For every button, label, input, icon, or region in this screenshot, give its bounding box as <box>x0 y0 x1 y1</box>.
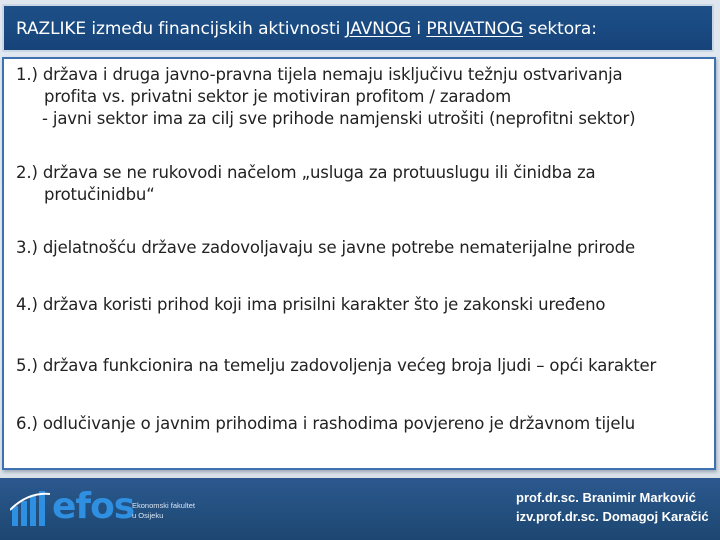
item-1-line-3: - javni sektor ima za cilj sve prihode namjenski utrošiti (neprofitni sektor) <box>42 109 636 128</box>
item-5-line-1: 5.) država funkcionira na temelju zadovoljenja većeg broja ljudi – opći karakter <box>16 356 657 375</box>
efos-bars-logo-icon <box>10 490 50 528</box>
author-2: izv.prof.dr.sc. Domagoj Karačić <box>516 509 709 524</box>
title-privatnog: PRIVATNOG <box>426 19 524 39</box>
item-1-line-1: 1.) država i druga javno-pravna tijela nemaju isključivu težnju ostvarivanja <box>16 65 623 84</box>
list-item-2 <box>16 162 595 206</box>
list-item-4 <box>16 294 605 316</box>
content-box <box>2 57 716 470</box>
list-item-6 <box>16 413 635 435</box>
item-4-line-1: 4.) država koristi prihod koji ima prisilni karakter što je zakonski uređeno <box>16 295 606 314</box>
title-middle: i <box>411 19 427 39</box>
footer <box>0 478 720 540</box>
item-3-line-1: 3.) djelatnošću države zadovoljavaju se javne potrebe nematerijalne prirode <box>16 238 635 257</box>
efos-logo <box>6 484 226 534</box>
item-1-line-2: profita vs. privatni sektor je motiviran profitom / zaradom <box>44 87 512 106</box>
item-6-line-1: 6.) odlučivanje o javnim prihodima i rashodima povjereno je državnom tijelu <box>16 414 636 433</box>
list-item-5 <box>16 355 656 377</box>
item-2-line-2: protučinidbu“ <box>44 185 155 204</box>
authors <box>516 488 709 526</box>
list-item-3 <box>16 237 635 259</box>
title-bar <box>2 4 714 52</box>
logo-sub-line-2: u Osijeku <box>132 511 164 520</box>
item-2-line-1: 2.) država se ne rukovodi načelom „usluga za protuuslugu ili činidba za <box>16 163 596 182</box>
logo-sub-line-1: Ekonomski fakultet <box>132 501 195 510</box>
logo-word: efos <box>52 486 135 527</box>
title-javnog: JAVNOG <box>345 19 412 39</box>
logo-subtitle <box>132 501 195 521</box>
title-suffix: sektora: <box>523 19 597 39</box>
slide-title <box>16 19 597 39</box>
title-prefix: RAZLIKE između financijskih aktivnosti <box>16 19 346 39</box>
author-1: prof.dr.sc. Branimir Marković <box>516 490 696 505</box>
list-item-1 <box>16 64 635 130</box>
